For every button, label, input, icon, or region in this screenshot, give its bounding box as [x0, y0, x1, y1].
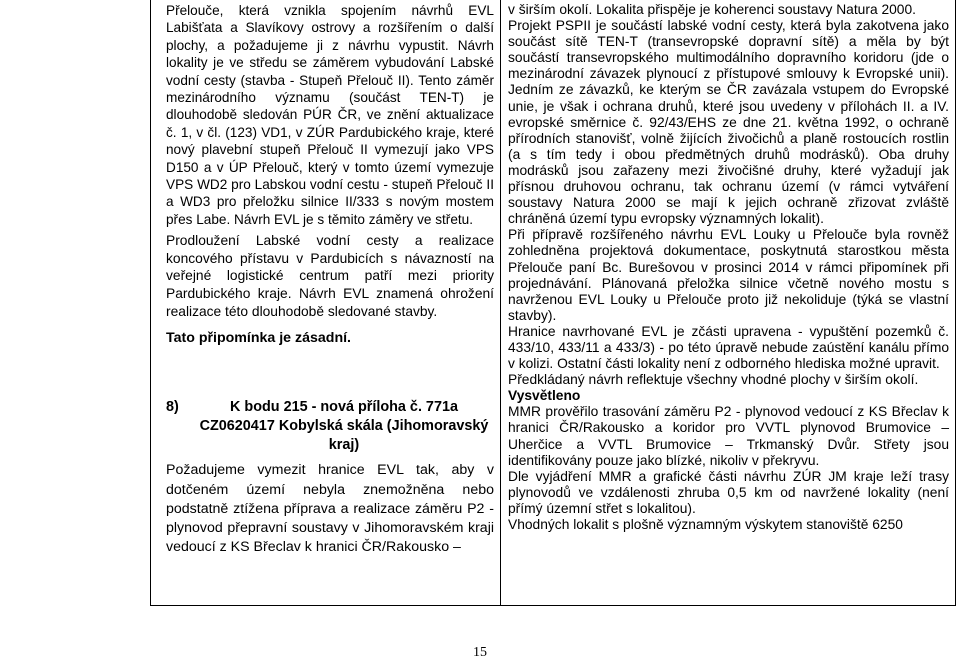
section-8-title: K bodu 215 - nová příloha č. 771a CZ0620417 Kobylská skála (Jihomoravský kraj) [199, 399, 489, 454]
right-paragraph-2: Projekt PSPII je součástí labské vodní cesty, která byla zakotvena jako součást sítě TEN-T (transevropské dopravní sítě) a měla by být součástí transevropského multimodálního dopravního koridoru (jde o mezinárodní závazek plynoucí z přístupové smlouvy k Evropské unii). Jedním ze závazků, ke kterým se ČR zavázala vstupem do Evropské unie, je však i ochrana druhů, které jsou uvedeny v přílohách II. a IV. evropské směrnice č. 92/43/EHS ze dne 21. května 1992, o ochraně přírodních stanovišť, volně žijících živočichů a planě rostoucích rostlin (a s tím tedy i obou předmětných druhů modrásků). Oba druhy modrásků jsou zařazeny mezi živočišné druhy, které vyžadují jak přísnou druhovou ochranu, tak ochranu území (v rámci vytváření soustavy Natura 2000 se mají k jejich ochraně zřizovat zvláště chráněná území typu evropsky významných lokalit). [508, 18, 949, 227]
left-paragraph-top: Přelouče, která vznikla spojením návrhů EVL Labišťata a Slavíkovy ostrovy a rozšířením o další plochy, a požadujeme ji z návrhu vypustit. Návrh lokality je ve středu se záměrem vybudování Labské vodní cesty (stavba - Stupeň Přelouč II). Tento záměr mezinárodního významu (součást TEN-T) je dlouhodobě sledován PÚR ČR, ve znění aktualizace č. 1, v čl. (123) VD1, v ZÚR Pardubického kraje, které nový plavební stupeň Přelouč II vymezují jako VPS D150 a v ÚP Přelouč, který v tomto území vymezuje VPS WD2 pro Labskou vodní cestu - stupeň Přelouč II a WD3 pro přeložku silnice II/333 s novým mostem přes Labe. Návrh EVL je s těmito záměry ve střetu. [166, 3, 494, 227]
right-paragraph-3: Při přípravě rozšířeného návrhu EVL Louky u Přelouče byla rovněž zohledněna projektová dokumentace, poskytnutá starostkou města Přelouče paní Bc. Burešovou v prosinci 2014 v rámci připomínek při projednávání. Plánovaná přeložka silnice včetně nového mostu s navrženou EVL Louky u Přelouče proto již nekoliduje (týká se vlastní stavby). [508, 227, 949, 323]
left-column [151, 0, 501, 605]
page-number: 15 [473, 645, 487, 660]
right-section-heading: Vysvětleno [508, 388, 581, 404]
right-paragraph-5: Předkládaný návrh reflektuje všechny vhodné plochy v širším okolí. [508, 372, 919, 388]
left-paragraph-priority: Prodloužení Labské vodní cesty a realizace koncového přístavu v Pardubicích s návazností na veřejné logistické centrum patří mezi priority Pardubického kraje. Návrh EVL znamená ohrožení realizace této dlouhodobě sledované stavby. [166, 233, 494, 319]
right-paragraph-8: Vhodných lokalit s plošně významným výskytem stanoviště 6250 [508, 517, 903, 532]
left-paragraph-request: Požadujeme vymezit hranice EVL tak, aby v dotčeném území nebyla znemožněna nebo podstatně ztížena příprava a realizace záměru P2 - plynovod přepravní soustavy v Jihomoravském kraji vedoucí z KS Břeclav k hranici ČR/Rakousko – [166, 462, 494, 556]
right-paragraph-4: Hranice navrhované EVL je zčásti upravena - vypuštění pozemků č. 433/10, 433/11 a 433/3) - po této úpravě nebude zaústění kanálu přímo v kolizi. Ostatní části lokality není z odborného hlediska možné upravit. [508, 323, 949, 372]
right-paragraph-1: v širším okolí. Lokalita přispěje je koherenci soustavy Natura 2000. [508, 2, 916, 17]
left-emphasis-statement: Tato připomínka je zásadní. [166, 330, 351, 347]
section-8-number: 8) [166, 399, 179, 416]
right-paragraph-7: Dle vyjádření MMR a grafické části návrhu ZÚR JM kraje leží trasy plynovodů ve vzdálenosti zhruba 0,5 km od navržené lokality (není přímý územní střet s lokalitou). [508, 468, 949, 516]
section-8-heading [166, 398, 494, 455]
right-paragraph-6: MMR prověřilo trasování záměru P2 - plynovod vedoucí z KS Břeclav k hranici ČR/Rakousko a koridor pro VVTL plynovod Brumovice – Uherčice a VVTL Brumovice – Trkmanský Dvůr. Střety jsou identifikovány pouze jako blízké, nikoliv v překryvu. [508, 404, 949, 468]
right-column [501, 0, 955, 605]
document-table [150, 0, 956, 606]
